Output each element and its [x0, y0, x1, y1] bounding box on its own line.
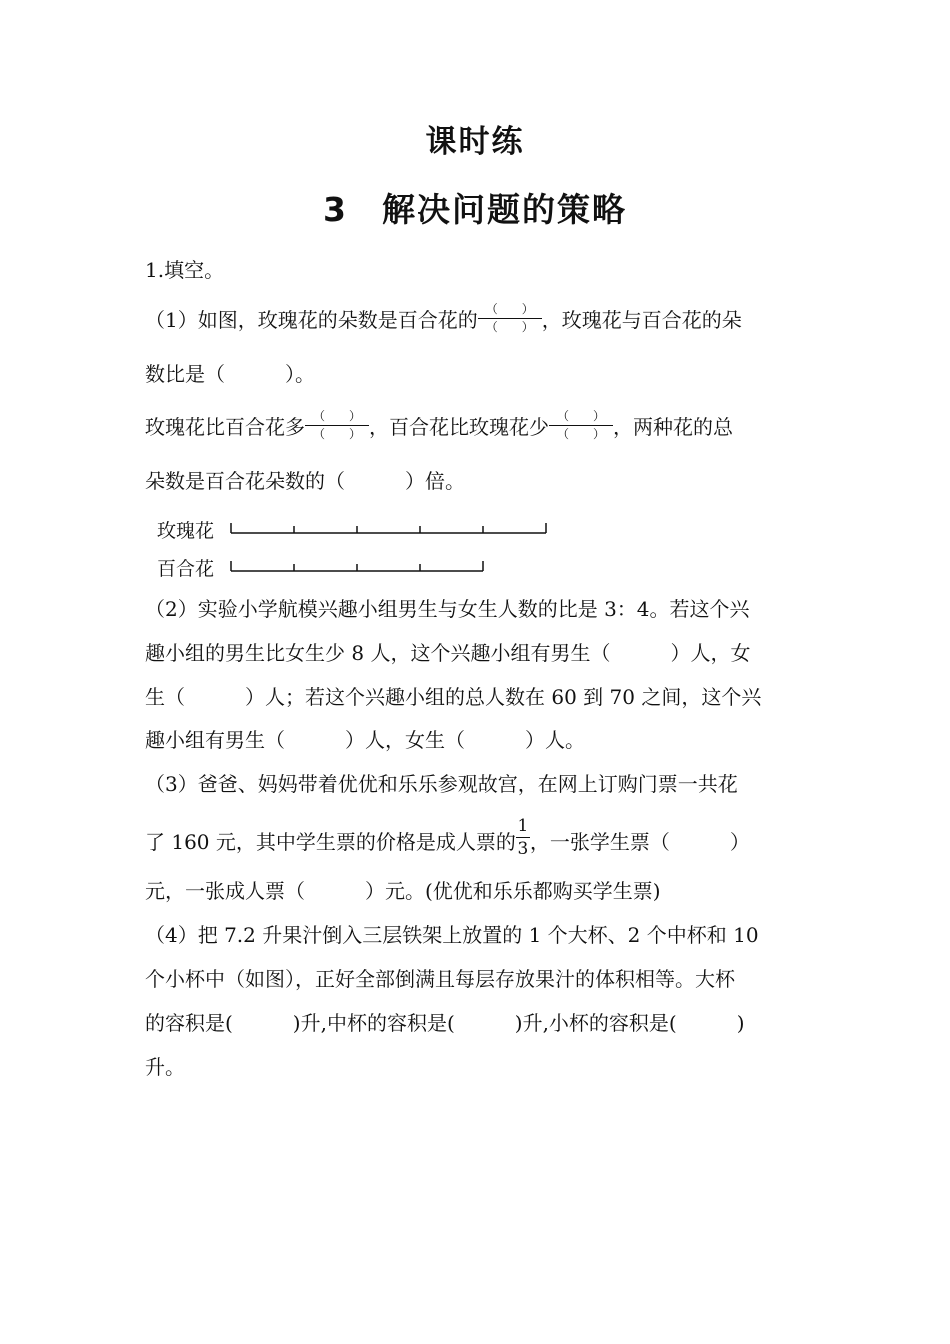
q1-4-line-2: 个小杯中（如图），正好全部倒满且每层存放果汁的体积相等。大杯 — [145, 967, 735, 991]
fraction-blank — [305, 410, 369, 441]
fraction-blank — [478, 303, 542, 334]
q1-1-text-b: ，玫瑰花与百合花的朵 — [541, 308, 742, 332]
segment-diagram — [225, 515, 555, 585]
q1-4-line-1: （4）把 7.2 升果汁倒入三层铁架上放置的 1 个大杯、2 个中杯和 10 — [145, 923, 759, 947]
q1-3-line-1: （3）爸爸、妈妈带着优优和乐乐参观故宫，在网上订购门票一共花 — [145, 772, 738, 796]
fraction-top-blank: （ ） — [549, 410, 613, 426]
q1-2-line-1: （2）实验小学航模兴趣小组男生与女生人数的比是 3：4。若这个兴 — [145, 597, 750, 621]
q1-2-line-2: 趣小组的男生比女生少 8 人，这个兴趣小组有男生（ ）人，女 — [145, 641, 751, 665]
q1-2-line-3: 生（ ）人；若这个兴趣小组的总人数在 60 到 70 之间，这个兴 — [145, 685, 762, 709]
q1-3-text-b: ，一张学生票（ ） — [529, 830, 750, 854]
q1-1-text-d1: 玫瑰花比百合花多 — [145, 415, 305, 439]
page-title: 课时练 — [425, 124, 525, 160]
rose-label: 玫瑰花 — [157, 520, 215, 542]
fraction-top-blank: （ ） — [478, 303, 542, 319]
fraction-top-blank: （ ） — [305, 410, 369, 426]
q1-1-line-3 — [145, 409, 733, 444]
lily-bar — [231, 561, 483, 571]
q1-3-line-2 — [145, 816, 750, 864]
fraction-bottom-blank: （ ） — [485, 320, 534, 334]
q1-1-text-d3: ，两种花的总 — [613, 415, 733, 439]
section-number: 3 — [323, 190, 348, 229]
q1-1-text-a: （1）如图，玫瑰花的朵数是百合花的 — [145, 308, 478, 332]
fraction-one-third — [516, 817, 530, 858]
fraction-blank — [549, 410, 613, 441]
section-name: 解决问题的策略 — [381, 190, 627, 229]
question-1-header: 1.填空。 — [145, 258, 225, 282]
section-title — [0, 184, 950, 231]
q1-1-line-1 — [145, 302, 742, 337]
lily-label: 百合花 — [157, 558, 215, 580]
fraction-bottom-blank: （ ） — [312, 427, 361, 441]
q1-4-line-3: 的容积是( )升,中杯的容积是( )升,小杯的容积是( ) — [145, 1011, 745, 1035]
q1-3-line-3: 元，一张成人票（ ）元。(优优和乐乐都购买学生票) — [145, 879, 661, 903]
q1-4-line-4: 升。 — [145, 1055, 185, 1079]
q1-1-text-d2: ，百合花比玫瑰花少 — [369, 415, 549, 439]
fraction-denominator: 3 — [517, 839, 529, 859]
q1-1-line-2: 数比是（ ）。 — [145, 362, 315, 386]
fraction-bottom-blank: （ ） — [556, 427, 605, 441]
fraction-numerator: 1 — [517, 816, 529, 836]
q1-2-line-4: 趣小组有男生（ ）人，女生（ ）人。 — [145, 728, 585, 752]
q1-1-line-4: 朵数是百合花朵数的（ ）倍。 — [145, 469, 465, 493]
q1-3-text-a: 了 160 元，其中学生票的价格是成人票的 — [145, 830, 516, 854]
rose-bar — [231, 523, 546, 533]
